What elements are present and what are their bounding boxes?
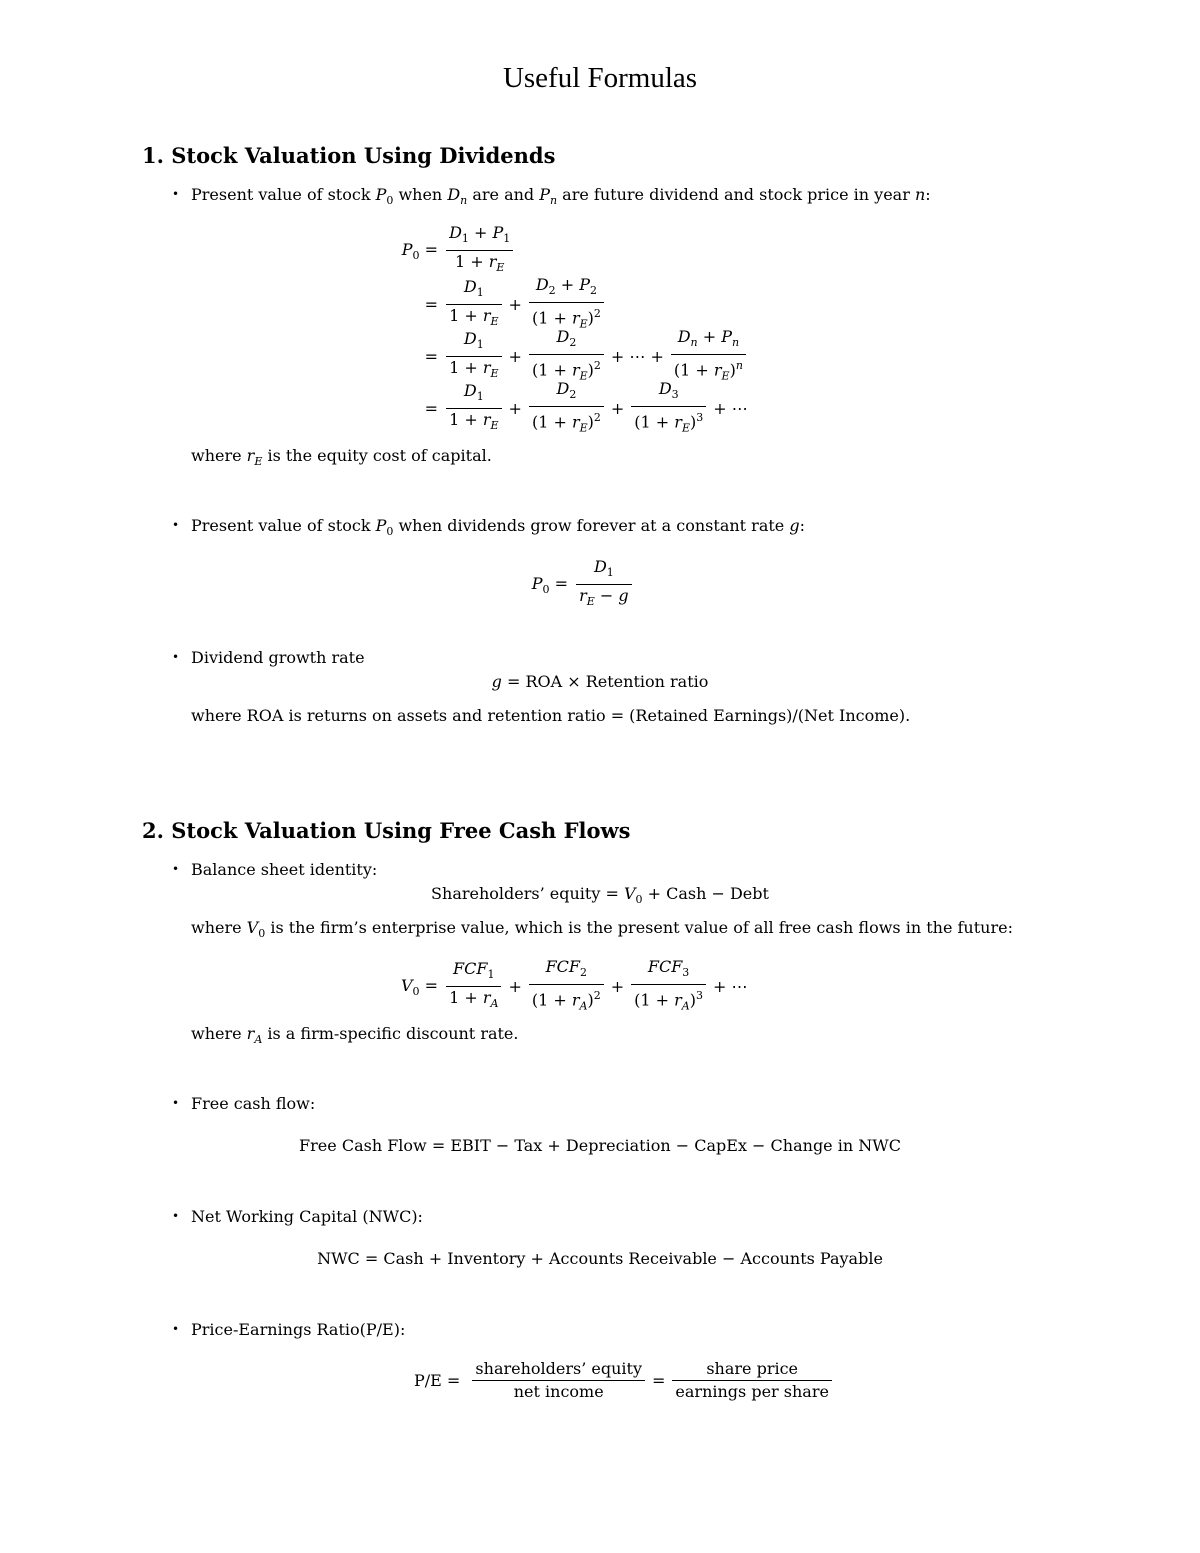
bullet-icon: • (172, 862, 180, 876)
bullet-icon: • (172, 1209, 180, 1223)
equation-pe-ratio: P/E = $\frac{\text{shareholders’ equity}}{\text{net income}}$ = $\frac{\text{share price}}{\text{earnings per share}}$ (410, 1358, 835, 1403)
bullet-item-balance-sheet: • Balance sheet identity: (172, 860, 378, 879)
equation-free-cash-flow: Free Cash Flow = EBIT − Tax + Depreciation − CapEx − Change in NWC (299, 1136, 901, 1155)
equation-balance-identity: Shareholders’ equity = $V_0$ + Cash − Debt (431, 884, 769, 907)
equation-growth-rate: g = ROA × Retention ratio (491, 672, 709, 691)
bullet-icon: • (172, 1096, 180, 1110)
bullet-item-dividend-pv: • Present value of stock $P_0$ when $D_n$ are and $P_n$ are future dividend and stock price in year n: (172, 185, 931, 208)
equation-nwc: NWC = Cash + Inventory + Accounts Receivable − Accounts Payable (317, 1249, 883, 1268)
section-number: 1. (142, 143, 164, 168)
bullet-item-nwc: • Net Working Capital (NWC): (172, 1207, 423, 1226)
bullet-icon: • (172, 1322, 180, 1336)
equation-row-3: = $\frac{D_1}{1 + r_E}$ + $\frac{D_2}{(1 + r_E)^2}$ + ⋯ + $\frac{D_n + P_n}{(1 + r_E)^n}$ (390, 326, 749, 388)
bullet-icon: • (172, 187, 180, 201)
section-number: 2. (142, 818, 164, 843)
equation-enterprise-value: $V_0$ = $\frac{FCF_1}{1 + r_A}$ + $\frac{FCF_2}{(1 + r_A)^2}$ + $\frac{FCF_3}{(1 + r_A)^3}$ + ⋯ (400, 957, 748, 1013)
equation-gordon-growth: $P_0$ = $\frac{D_1}{r_E - g}$ (520, 556, 635, 613)
note-equity-cost: where $r_E$ is the equity cost of capital. (191, 446, 492, 469)
section-title: Stock Valuation Using Dividends (171, 143, 556, 168)
page-title: Useful Formulas (502, 62, 698, 94)
equation-row-2: = $\frac{D_1}{1 + r_E}$ + $\frac{D_2 + P_2}{(1 + r_E)^2}$ (390, 274, 607, 336)
bullet-item-constant-growth: • Present value of stock $P_0$ when dividends grow forever at a constant rate g: (172, 516, 805, 539)
note-discount-rate: where $r_A$ is a firm-specific discount rate. (191, 1024, 519, 1047)
note-roa: where ROA is returns on assets and retention ratio = (Retained Earnings)/(Net Income). (191, 706, 911, 725)
bullet-icon: • (172, 518, 180, 532)
bullet-item-free-cash-flow: • Free cash flow: (172, 1094, 316, 1113)
note-enterprise-value: where $V_0$ is the firm’s enterprise value, which is the present value of all free cash flows in the future: (191, 918, 1013, 941)
section-heading-2 (142, 818, 630, 843)
equation-row-1: $P_0$ = $\frac{D_1 + P_1}{1 + r_E}$ (390, 222, 516, 279)
bullet-item-pe-ratio: • Price-Earnings Ratio(P/E): (172, 1320, 406, 1339)
bullet-item-dividend-growth: • Dividend growth rate (172, 648, 365, 667)
equation-row-4: = $\frac{D_1}{1 + r_E}$ + $\frac{D_2}{(1 + r_E)^2}$ + $\frac{D_3}{(1 + r_E)^3}$ + ⋯ (424, 379, 748, 435)
bullet-icon: • (172, 650, 180, 664)
section-title: Stock Valuation Using Free Cash Flows (171, 818, 631, 843)
section-heading-1 (142, 143, 555, 168)
